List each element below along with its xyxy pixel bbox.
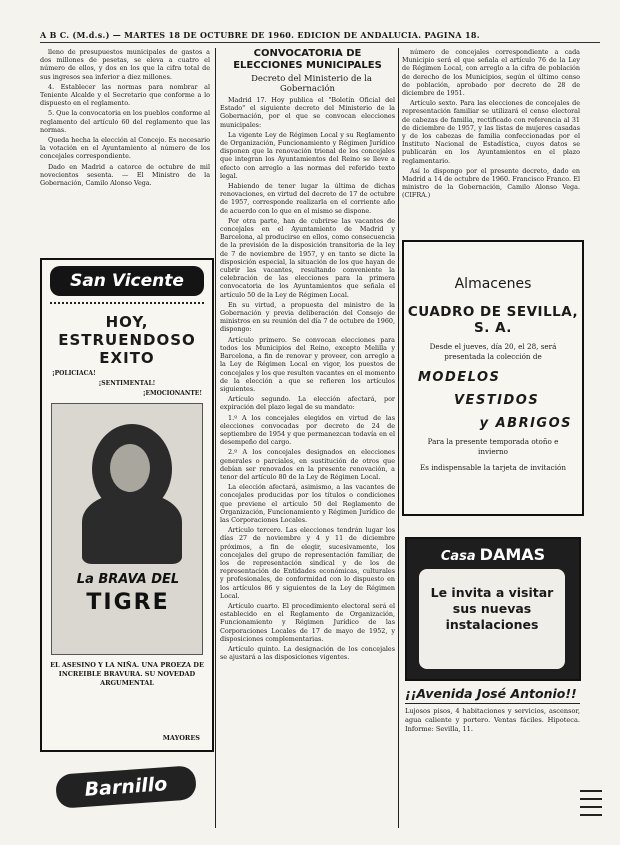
avenida-ad <box>405 686 580 770</box>
avenida-body: Lujosos pisos, 4 habitaciones y servicios, ascensor, agua caliente y portero. Ventas fáciles. Hipoteca. Informe: Sevilla, 11. <box>405 707 580 733</box>
poster-figure-body <box>82 494 182 564</box>
cinema-description: EL ASESINO Y LA NIÑA. UNA PROEZA DE INCREIBLE BRAVURA. SU NOVEDAD ARGUMENTAL <box>50 661 204 687</box>
left-column <box>40 48 210 248</box>
film-poster <box>51 403 203 655</box>
right-column <box>402 48 580 234</box>
casa-label: Casa <box>440 549 476 564</box>
margin-mark <box>580 790 602 792</box>
article-paragraph: Madrid 17. Hoy publica el "Boletín Oficial del Estado" el siguiente decreto del Ministerio de la Gobernación, por el que se convocan elecciones municipales: <box>220 96 395 129</box>
casa-damas-box <box>419 569 565 669</box>
article-title: CONVOCATORIA DE ELECCIONES MUNICIPALES <box>233 48 382 71</box>
article-paragraph: Artículo quinto. La designación de los concejales se ajustará a las disposiciones vigentes. <box>220 645 395 662</box>
left-paragraph: Dado en Madrid a catorce de octubre de mil novecientos sesenta. — El Ministro de la Gobernación, Camilo Alonso Vega. <box>40 162 210 188</box>
avenida-title: ¡¡Avenida José Antonio!! <box>405 686 580 704</box>
cinema-rating: MAYORES <box>162 734 200 742</box>
margin-mark <box>580 806 602 808</box>
bottom-left-logo: Barnillo <box>55 765 197 809</box>
casa-damas-ad <box>405 537 581 681</box>
margin-mark <box>580 798 602 800</box>
almacenes-ad <box>402 240 584 516</box>
almacenes-label: Almacenes <box>454 276 532 292</box>
article-paragraph: La elección afectará, asimismo, a las vacantes de concejales producidas por los títulos o condiciones que previene el artículo 50 del Reglamento de Organización, Funcionamiento y Régimen Jurídico de las Corporaciones Locales. <box>220 483 395 524</box>
almacenes-invitation: Es indispensable la tarjeta de invitación <box>420 463 566 472</box>
poster-title: La BRAVA DEL <box>76 572 180 587</box>
casa-damas-header <box>407 545 579 564</box>
article-paragraph: 2.º A los concejales designados en elecciones generales o parciales, en sustitución de otros que debían ser renovados en la presente renovación, a tenor del artículo 80 de la Ley de Régimen Local. <box>220 448 395 481</box>
damas-name: DAMAS <box>479 545 546 564</box>
column-divider <box>398 48 399 828</box>
article-subtitle: Decreto del Ministerio de la Gobernación <box>251 74 372 94</box>
page-header: A B C. (M.d.s.) — MARTES 18 DE OCTUBRE DE 1960. EDICION DE ANDALUCIA. PAGINA 18. <box>40 30 600 43</box>
article-paragraph: Por otra parte, han de cubrirse las vacantes de concejales en el Ayuntamiento de Madrid y Barcelona, al producirse en ellos, como consecuencia de la previsión de la disposición transitoria de la ley de 7 de noviembre de 1957, y en tanto se dicte la disposición especial, la situación de los que hayan de cubrir las vacantes, resultando conveniente la celebración de las elecciones para la primera convocatoria de los Ayuntamientos que señala el artículo 50 de la Ley de Régimen Local. <box>220 216 395 299</box>
casa-damas-slogan: Le invita a visitar sus nuevas instalaciones <box>430 585 554 632</box>
cinema-ad <box>40 258 214 752</box>
cinema-headline: HOY, ESTRUENDOSO EXITO <box>58 313 196 367</box>
margin-mark <box>580 814 602 816</box>
store-name: CUADRO DE SEVILLA, S. A. <box>407 304 579 336</box>
article-paragraph: Artículo tercero. Las elecciones tendrán lugar los días 27 de noviembre y 4 y 11 de diciembre próximos, a fin de elegir, sucesivamente, los concejales del grupo de representación familiar, de los de representación sindical y de los de representación de Entidades económicas, culturales y profesionales, de conformidad con lo dispuesto en los artículos 86 y siguientes de la Ley de Régimen Local. <box>220 526 395 600</box>
article-paragraph: Habiendo de tener lugar la última de dichas renovaciones, en virtud del decreto de 17 de octubre de 1957, corresponde realizarla en el corriente año de acuerdo con lo que en el mismo se dispone. <box>220 182 395 215</box>
article-paragraph: 1.º A los concejales elegidos en virtud de las elecciones convocadas por decreto de 24 de septiembre de 1954 y que permanezcan todavía en el desempeño del cargo. <box>220 413 395 447</box>
left-paragraph: lleno de presupuestos municipales de gastos a dos millones de pesetas, se eleva a cuatro el número de ellos, y dos en los que la cifra total de sus ingresos sea inferior a diez millones. <box>40 48 210 81</box>
poster-title-main: TIGRE <box>86 590 170 615</box>
right-paragraph: Artículo sexto. Para las elecciones de concejales de representación familiar se utilizará el censo electoral de cabezas de familia, rectificado con referencia al 31 de diciembre de 1957, y las listas de mujeres casadas y de los cabezas de familia confeccionadas por el Instituto Nacional de Estadística, cuyos datos se publicarán en los Ayuntamientos en el plazo reglamentario. <box>402 99 580 165</box>
collection-item: y ABRIGOS <box>479 416 572 431</box>
collection-item: VESTIDOS <box>454 393 540 408</box>
column-divider <box>215 48 216 828</box>
article-paragraph: En su virtud, a propuesta del ministro de la Gobernación y previa deliberación del Consejo de ministros en su reunión del día 7 de octubre de 1960, dispongo: <box>220 300 395 334</box>
cinema-tag: ¡EMOCIONANTE! <box>142 390 202 397</box>
article-paragraph: Artículo segundo. La elección afectará, por expiración del plazo legal de su mandato: <box>220 395 395 412</box>
article-paragraph: Artículo cuarto. El procedimiento electoral será el establecido en el Reglamento de Organización, Funcionamiento y Régimen Jurídico de las Corporaciones Locales de 17 de mayo de 1952, y disposiciones complementarias. <box>220 601 395 643</box>
article-paragraph: Artículo primero. Se convocan elecciones para todos los Municipios del Reino, excepto Melilla y Barcelona, a fin de renovar y proveer, con arreglo a la Ley de Régimen Local en vigor, los puestos de concejales y los que resulten vacantes en el momento de la elección a que se refieren los artículos siguientes. <box>220 335 395 393</box>
left-paragraph: Queda hecha la elección al Concejo. Es necesario la votación en el Ayuntamiento al número de los concejales correspondiente. <box>40 136 210 161</box>
right-paragraph: número de concejales correspondiente a cada Municipio será el que señala el artículo 76 de la Ley de Régimen Local, con arreglo a la cifra de población de derecho de los Municipios, según el último censo de población, aprobado por decreto de 28 de diciembre de 1951. <box>402 48 580 98</box>
cinema-tag: ¡POLICIACA! <box>52 370 96 377</box>
poster-figure-face <box>110 444 150 492</box>
center-column <box>220 48 395 828</box>
cinema-logo: San Vicente <box>50 266 204 296</box>
almacenes-intro: Desde el jueves, día 20, el 28, será presentada la colección de <box>429 342 557 361</box>
left-paragraph: 5. Que la convocatoria en los pueblos conforme al reglamento del artículo 60 del reglamento que las normas. <box>40 109 210 134</box>
almacenes-season: Para la presente temporada otoño e invierno <box>427 437 559 456</box>
article-paragraph: La vigente Ley de Régimen Local y su Reglamento de Organización, Funcionamiento y Régimen Jurídico disponen que la renovación trienal de los concejales que integran los Ayuntamientos del Reino se lleve a efecto con arreglo a las normas del referido texto legal. <box>220 130 395 180</box>
bottom-left-ad <box>40 752 210 820</box>
collection-item: MODELOS <box>418 370 501 385</box>
margin-marks <box>580 790 602 830</box>
cinema-tag: ¡SENTIMENTAL! <box>98 380 156 387</box>
right-paragraph: Así lo dispongo por el presente decreto, dado en Madrid a 14 de octubre de 1960. Francisco Franco. El ministro de la Gobernación, Camilo Alonso Vega. (CIFRA.) <box>402 166 580 200</box>
left-paragraph: 4. Establecer las normas para nombrar al Teniente Alcalde y el Secretario que conforme a lo dispuesto en el reglamento. <box>40 82 210 108</box>
decorative-divider <box>50 302 204 307</box>
